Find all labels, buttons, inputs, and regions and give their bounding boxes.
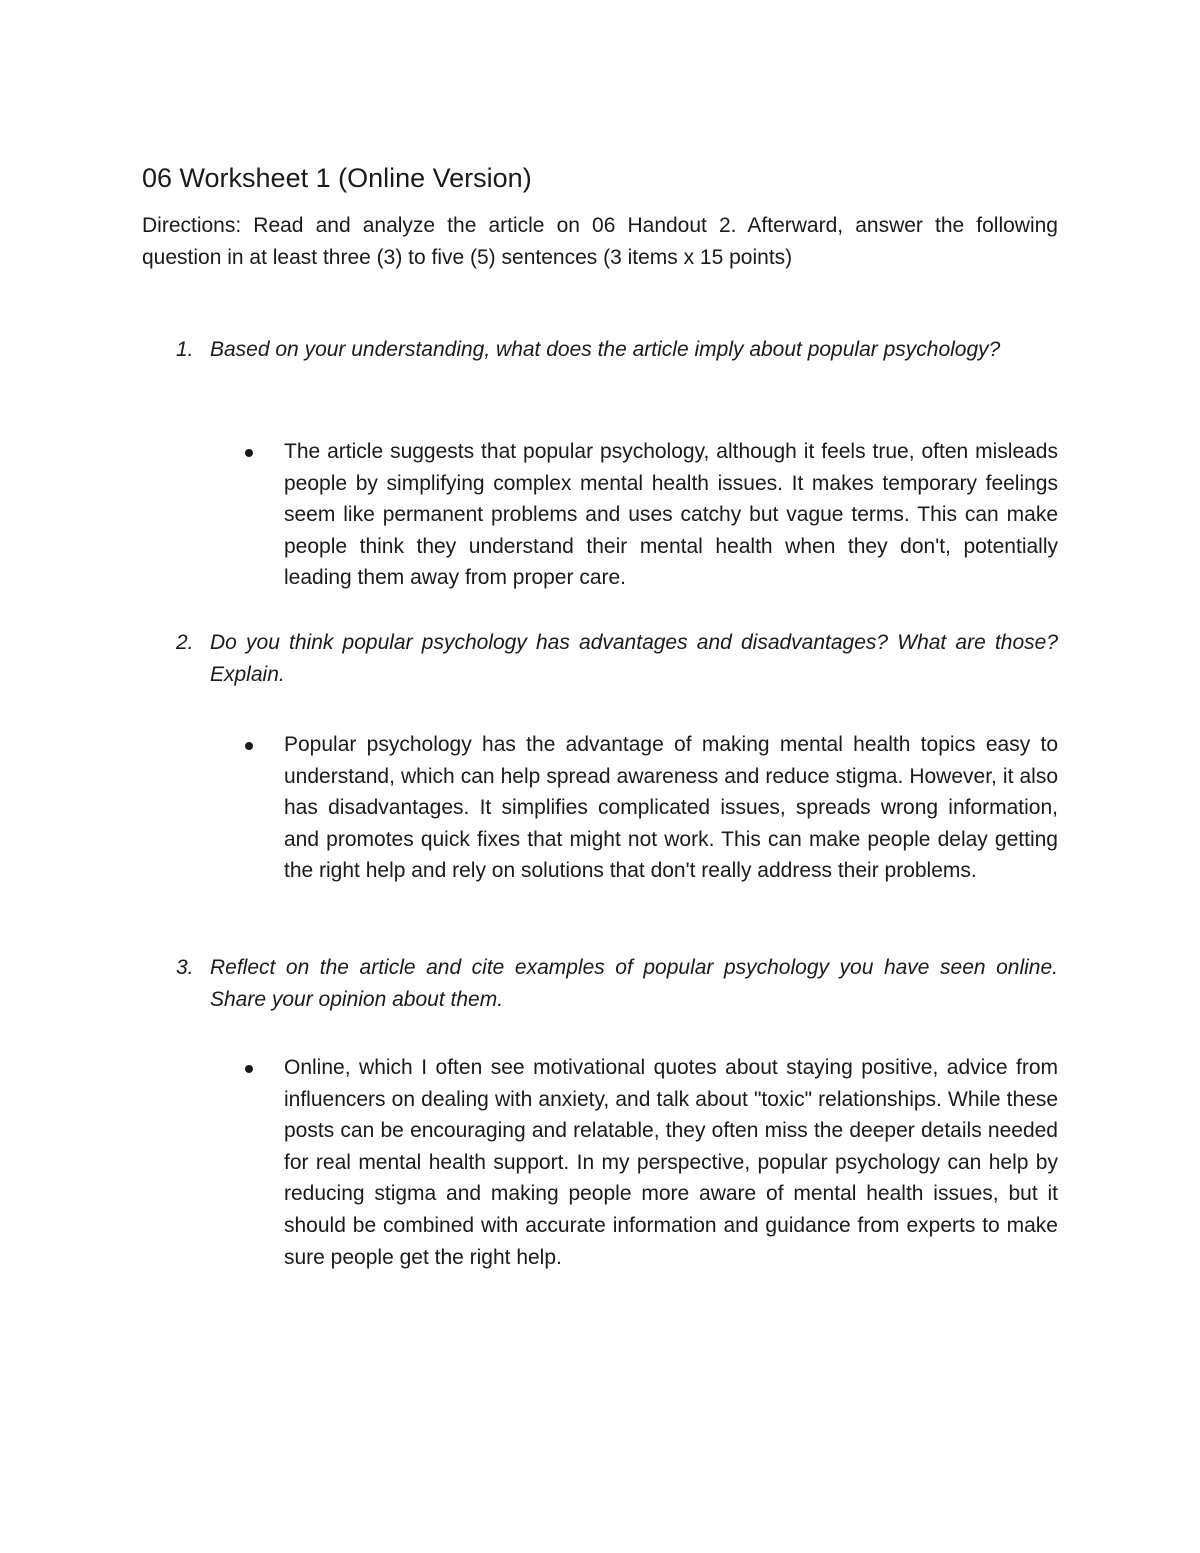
bullet-icon bbox=[245, 742, 253, 750]
question-number: 2. bbox=[176, 631, 194, 654]
question-text: Reflect on the article and cite examples of popular psychology you have seen online. Share your opinion about them. bbox=[210, 956, 1058, 1011]
question-2 bbox=[176, 627, 1058, 691]
question-3 bbox=[176, 952, 1058, 1016]
answer-text: The article suggests that popular psychology, although it feels true, often misleads people by simplifying complex mental health issues. It makes temporary feelings seem like permanent problems and uses catchy but vague terms. This can make people think they understand their mental health when they don't, potentially leading them away from proper care. bbox=[284, 440, 1058, 590]
answer-1 bbox=[245, 436, 1058, 594]
bullet-icon bbox=[245, 449, 253, 457]
bullet-icon bbox=[245, 1065, 253, 1073]
question-number: 3. bbox=[176, 956, 194, 979]
question-number: 1. bbox=[176, 338, 194, 361]
question-1 bbox=[176, 334, 1058, 366]
answer-3 bbox=[245, 1052, 1058, 1273]
answer-text: Popular psychology has the advantage of making mental health topics easy to understand, which can help spread awareness and reduce stigma. However, it also has disadvantages. It simplifies complicated issues, spreads wrong information, and promotes quick fixes that might not work. This can make people delay getting the right help and rely on solutions that don't really address their problems. bbox=[284, 733, 1058, 883]
answer-2 bbox=[245, 729, 1058, 887]
answer-text: Online, which I often see motivational quotes about staying positive, advice from influencers on dealing with anxiety, and talk about "toxic" relationships. While these posts can be encouraging and relatable, they often miss the deeper details needed for real mental health support. In my perspective, popular psychology can help by reducing stigma and making people more aware of mental health issues, but it should be combined with accurate information and guidance from experts to make sure people get the right help. bbox=[284, 1056, 1058, 1269]
question-text: Based on your understanding, what does the article imply about popular psychology? bbox=[210, 338, 1001, 361]
worksheet-title: 06 Worksheet 1 (Online Version) bbox=[142, 163, 532, 193]
directions-text: Directions: Read and analyze the article on 06 Handout 2. Afterward, answer the following question in at least three (3) to five (5) sentences (3 items x 15 points) bbox=[142, 214, 1058, 269]
question-text: Do you think popular psychology has advantages and disadvantages? What are those? Explain. bbox=[210, 631, 1058, 686]
